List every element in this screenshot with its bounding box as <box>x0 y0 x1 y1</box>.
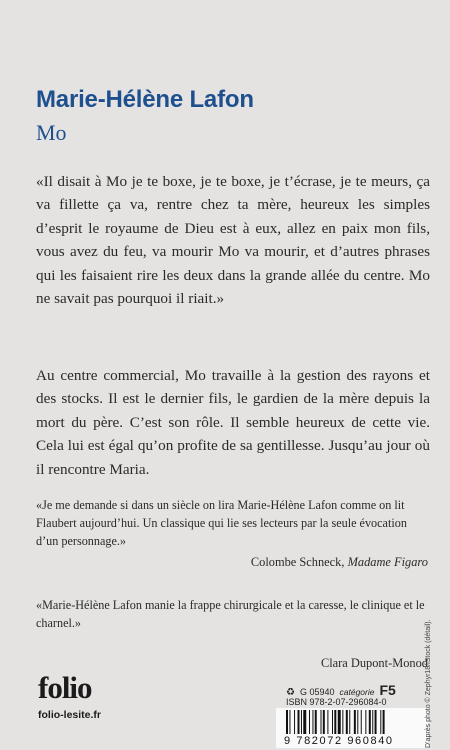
publisher-logo: folio <box>38 670 92 705</box>
review-source-1: Madame Figaro <box>347 555 428 569</box>
barcode-bar <box>321 710 322 734</box>
barcode-bar <box>380 710 381 734</box>
barcode-bar <box>323 710 325 734</box>
g-code: G 05940 <box>299 687 335 697</box>
barcode-bar <box>354 710 356 734</box>
review-attribution-1 <box>251 555 428 570</box>
barcode-bar <box>289 710 290 734</box>
barcode-bar <box>309 710 310 734</box>
review-quote-2: «Marie-Hélène Lafon manie la frappe chirurgicale et la caresse, le clinique et le charnel.» <box>36 598 425 630</box>
barcode-bar <box>315 710 317 734</box>
barcode-digits: 9 782072 960840 <box>284 735 394 747</box>
book-title: Mo <box>36 120 67 145</box>
barcode-bar <box>327 710 328 734</box>
barcode-bar <box>369 710 371 734</box>
barcode-bar <box>303 710 306 734</box>
barcode-bar <box>375 710 377 734</box>
barcode-bar <box>312 710 313 734</box>
barcode-bar <box>342 710 343 734</box>
review-quote-1: «Je me demande si dans un siècle on lira Marie-Hélène Lafon comme on lit Flaubert aujourd’hui. Un classique qui lie ses lecteurs par la seule évocation d’un personnage.» <box>36 498 407 548</box>
barcode-bar <box>334 710 336 734</box>
barcode-bar <box>298 710 300 734</box>
barcode-bar <box>346 710 348 734</box>
review-attribution-2 <box>321 656 428 671</box>
photo-credit: D’après photo © Zephyr18/iStock (détail). <box>425 619 432 748</box>
barcode-bar <box>301 710 302 734</box>
barcode <box>276 708 428 748</box>
barcode-bar <box>361 710 362 734</box>
barcode-bar <box>349 710 350 734</box>
barcode-bar <box>357 710 358 734</box>
code-row <box>286 682 396 698</box>
publisher-site: folio-lesite.fr <box>38 709 102 721</box>
barcode-bar <box>338 710 341 734</box>
category-value: F5 <box>379 682 396 698</box>
barcode-bar <box>365 710 366 734</box>
excerpt-paragraph: «Il disait à Mo je te boxe, je te boxe, je t’écrase, je te meurs, ça va fillette ça va, rentre chez ta mère, heureux les simples d’esprit le royaume de Dieu est à eux, allez en paix mon fils, vous avez du feu, va mourir Mo va mourir, et d’autres phrases qui les faisaient rire les deux dans la grande allée du centre. Mo ne savait pas pourquoi il riait.» <box>36 173 430 308</box>
author-name: Marie-Hélène Lafon <box>36 86 254 113</box>
barcode-bar <box>286 710 288 734</box>
barcode-bar <box>383 710 385 734</box>
recycle-icon: ♻ <box>286 687 295 698</box>
barcode-bar <box>372 710 373 734</box>
isbn: ISBN 978-2-07-296084-0 <box>286 697 387 707</box>
summary-paragraph: Au centre commercial, Mo travaille à la gestion des rayons et des stocks. Il est le dernier fils, le gardien de la mère depuis la mort du père. C’est son rôle. Il semble heureux de cette vie. Cela lui est égal qu’on profite de sa gentillesse. Jusqu’au jour où il rencontre Maria. <box>36 367 430 478</box>
barcode-bar <box>294 710 295 734</box>
barcode-bar <box>332 710 333 734</box>
barcode-bars <box>282 710 422 736</box>
category-label: catégorie <box>339 687 375 697</box>
review-author-1: Colombe Schneck, <box>250 555 345 569</box>
review-author-2: Clara Dupont-Monod <box>320 656 428 670</box>
